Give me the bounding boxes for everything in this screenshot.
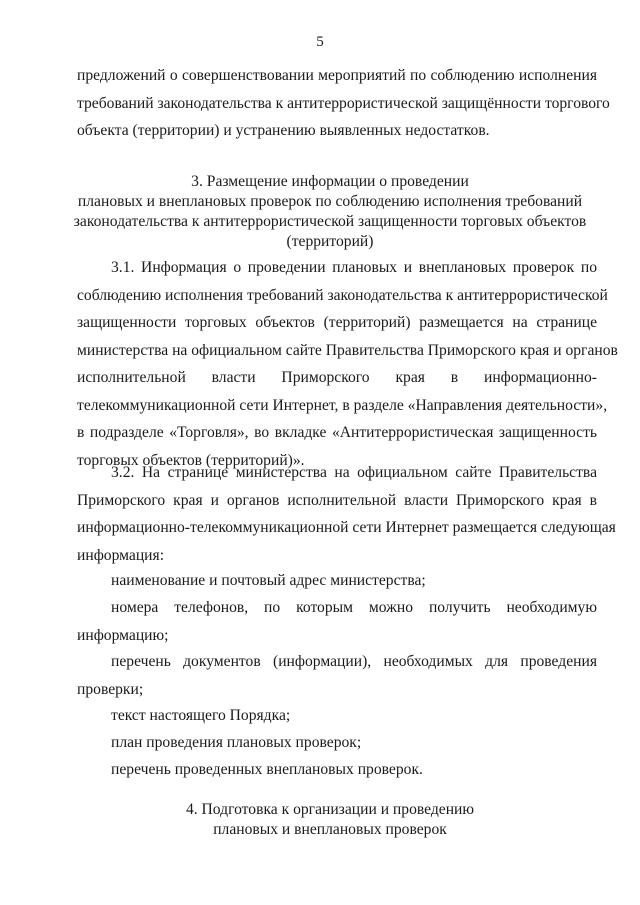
paragraph-line: требований законодательства к антитеррористической защищённости торгового [77,94,610,112]
list-item [77,594,597,649]
paragraph-line: 3.2. На странице министерства на официальном сайте Правительства [111,464,597,481]
paragraph-line: торговых объектов (территорий)». [77,451,305,469]
list-item-line: наименование и почтовый адрес министерства; [111,572,426,589]
section-3-heading [60,172,600,252]
paragraph-line: в подразделе «Торговля», во вкладке «Антитеррористическая защищенность [77,424,597,441]
section-4-heading [60,800,600,840]
paragraph-line: министерства на официальном сайте Правительства Приморского края и органов [77,341,618,359]
heading-line: плановых и внеплановых проверок по соблюдению исполнения требований [77,193,583,210]
paragraph-3-2 [77,459,616,569]
heading-line: законодательства к антитеррористической защищенности торговых объектов [73,213,587,230]
list-item-line: информацию; [77,626,169,644]
paragraph-line: объекта (территории) и устранению выявленных недостатков. [77,122,490,139]
paragraph-line: информация: [77,546,165,564]
list-item [77,567,597,595]
paragraph-line: соблюдению исполнения требований законодательства к антитеррористической [77,286,608,304]
paragraph-line: Приморского края и органов исполнительной власти Приморского края в [77,491,597,509]
paragraph-line: защищенности торговых объектов (территорий) размещается на странице [77,314,597,331]
paragraph-line: исполнительной власти Приморского края в информационно- [77,369,597,386]
list-item-line: проверки; [77,680,144,698]
paragraph-line: предложений о совершенствовании мероприятий по соблюдению исполнения [77,67,597,84]
list-item-line: перечень документов (информации), необходимых для проведения [111,653,597,670]
heading-line: 3. Размещение информации о проведении [191,173,469,190]
heading-line: плановых и внеплановых проверок [213,821,447,838]
page-number: 5 [316,34,324,50]
list-item-line: номера телефонов, по которым можно получить необходимую [111,599,597,616]
intro-paragraph [77,62,610,145]
list-item [77,729,597,757]
heading-line: 4. Подготовка к организации и проведению [185,801,475,818]
paragraph-line: 3.1. Информация о проведении плановых и внеплановых проверок по [111,259,597,276]
list-item [77,702,597,730]
list-item [77,648,597,703]
paragraph-3-1 [77,254,618,474]
list-item-line: текст настоящего Порядка; [111,707,291,724]
heading-line: (территорий) [286,233,374,250]
list-item-line: план проведения плановых проверок; [111,734,362,751]
paragraph-line: телекоммуникационной сети Интернет, в разделе «Направления деятельности», [77,396,608,414]
list-item-line: перечень проведенных внеплановых проверок. [111,761,423,778]
list-item [77,756,597,784]
paragraph-line: информационно-телекоммуникационной сети Интернет размещается следующая [77,519,616,536]
